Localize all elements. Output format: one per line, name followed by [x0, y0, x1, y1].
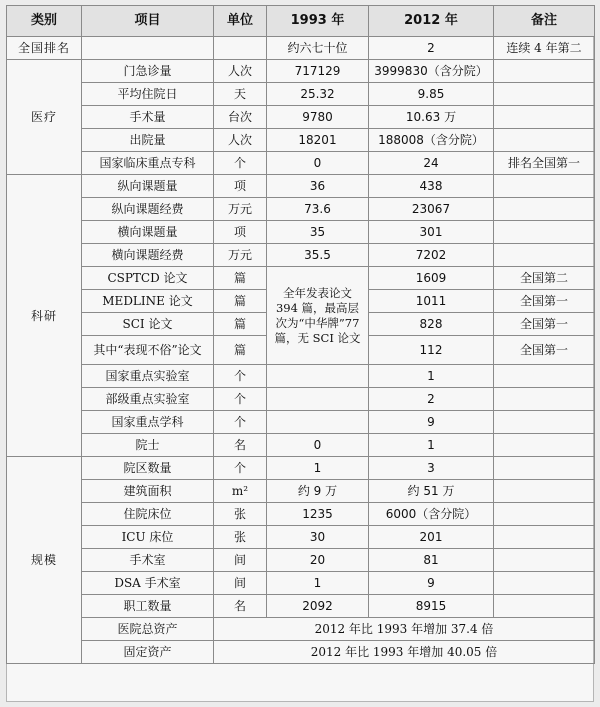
note-cell: [494, 221, 595, 244]
value-2012-cell: 201: [369, 526, 494, 549]
item-cell: 横向课题经费: [82, 244, 214, 267]
header-1993: 1993 年: [267, 6, 369, 37]
note-cell: [494, 480, 595, 503]
note-cell: [494, 388, 595, 411]
value-2012-cell: 9: [369, 572, 494, 595]
value-2012-cell: 3999830（含分院）: [369, 60, 494, 83]
item-cell: 横向课题量: [82, 221, 214, 244]
note-cell: [494, 365, 595, 388]
value-2012-cell: 112: [369, 336, 494, 365]
value-2012-cell: 438: [369, 175, 494, 198]
item-cell: ICU 床位: [82, 526, 214, 549]
category-research: 科研: [7, 175, 82, 457]
value-1993-cell: 20: [267, 549, 369, 572]
note-cell: [494, 411, 595, 434]
unit-cell: 篇: [214, 336, 267, 365]
note-cell: [494, 106, 595, 129]
item-cell: 住院床位: [82, 503, 214, 526]
value-2012-cell: 1011: [369, 290, 494, 313]
value-2012-cell: 24: [369, 152, 494, 175]
value-2012-cell: 188008（含分院）: [369, 129, 494, 152]
value-1993-cell: 18201: [267, 129, 369, 152]
table-row: [7, 267, 595, 290]
note-cell: [494, 457, 595, 480]
unit-cell: 万元: [214, 198, 267, 221]
assets-growth-cell: 2012 年比 1993 年增加 37.4 倍: [214, 618, 595, 641]
papers-1993-summary: 全年发表论文 394 篇，最高层次为“中华牌”77 篇，无 SCI 论文: [267, 267, 369, 365]
rank-unit: [214, 37, 267, 60]
item-cell: 国家重点实验室: [82, 365, 214, 388]
header-item: 项目: [82, 6, 214, 37]
table-row: [7, 60, 595, 83]
note-cell: [494, 595, 595, 618]
item-cell: 医院总资产: [82, 618, 214, 641]
value-2012-cell: 81: [369, 549, 494, 572]
value-1993-cell: [267, 365, 369, 388]
unit-cell: 个: [214, 411, 267, 434]
value-1993-cell: 717129: [267, 60, 369, 83]
note-cell: 全国第一: [494, 290, 595, 313]
rank-category: 全国排名: [7, 37, 82, 60]
value-1993-cell: 约 9 万: [267, 480, 369, 503]
note-cell: [494, 175, 595, 198]
comparison-table: [6, 5, 595, 664]
table-row: [7, 388, 595, 411]
value-1993-cell: 0: [267, 152, 369, 175]
table-row: [7, 221, 595, 244]
note-cell: [494, 60, 595, 83]
item-cell: MEDLINE 论文: [82, 290, 214, 313]
value-1993-cell: 0: [267, 434, 369, 457]
table-row: [7, 129, 595, 152]
value-1993-cell: 35: [267, 221, 369, 244]
unit-cell: 张: [214, 503, 267, 526]
table-row: [7, 595, 595, 618]
item-cell: 院区数量: [82, 457, 214, 480]
item-cell: 国家临床重点专科: [82, 152, 214, 175]
table-row: [7, 434, 595, 457]
value-2012-cell: 9.85: [369, 83, 494, 106]
value-2012-cell: 1: [369, 434, 494, 457]
table-row: [7, 83, 595, 106]
unit-cell: 天: [214, 83, 267, 106]
note-cell: [494, 572, 595, 595]
unit-cell: 个: [214, 388, 267, 411]
unit-cell: 项: [214, 221, 267, 244]
value-1993-cell: 2092: [267, 595, 369, 618]
value-1993-cell: 25.32: [267, 83, 369, 106]
category-scale: 规模: [7, 457, 82, 664]
table-frame: [6, 5, 594, 702]
value-2012-cell: 6000（含分院）: [369, 503, 494, 526]
unit-cell: 个: [214, 365, 267, 388]
item-cell: 手术室: [82, 549, 214, 572]
table-row: [7, 37, 595, 60]
item-cell: 纵向课题经费: [82, 198, 214, 221]
value-2012-cell: 8915: [369, 595, 494, 618]
item-cell: 出院量: [82, 129, 214, 152]
note-cell: [494, 526, 595, 549]
unit-cell: 名: [214, 595, 267, 618]
table-row: [7, 503, 595, 526]
value-2012-cell: 1609: [369, 267, 494, 290]
table-row: [7, 641, 595, 664]
value-1993-cell: 35.5: [267, 244, 369, 267]
table-row: [7, 549, 595, 572]
unit-cell: 名: [214, 434, 267, 457]
table-row: [7, 152, 595, 175]
unit-cell: 篇: [214, 290, 267, 313]
rank-1993: 约六七十位: [267, 37, 369, 60]
value-1993-cell: [267, 388, 369, 411]
item-cell: 固定资产: [82, 641, 214, 664]
table-row: [7, 106, 595, 129]
unit-cell: 间: [214, 549, 267, 572]
unit-cell: 张: [214, 526, 267, 549]
value-2012-cell: 7202: [369, 244, 494, 267]
header-category: 类别: [7, 6, 82, 37]
unit-cell: 台次: [214, 106, 267, 129]
value-1993-cell: 36: [267, 175, 369, 198]
value-2012-cell: 828: [369, 313, 494, 336]
unit-cell: 间: [214, 572, 267, 595]
value-1993-cell: 1: [267, 572, 369, 595]
header-unit: 单位: [214, 6, 267, 37]
unit-cell: 篇: [214, 267, 267, 290]
note-cell: 全国第一: [494, 313, 595, 336]
note-cell: 全国第二: [494, 267, 595, 290]
note-cell: [494, 503, 595, 526]
value-1993-cell: 30: [267, 526, 369, 549]
unit-cell: 个: [214, 457, 267, 480]
note-cell: [494, 549, 595, 572]
note-cell: [494, 244, 595, 267]
note-cell: [494, 83, 595, 106]
item-cell: 手术量: [82, 106, 214, 129]
header-note: 备注: [494, 6, 595, 37]
table-row: [7, 480, 595, 503]
table-row: [7, 365, 595, 388]
item-cell: 建筑面积: [82, 480, 214, 503]
table-row: [7, 618, 595, 641]
value-1993-cell: 73.6: [267, 198, 369, 221]
item-cell: CSPTCD 论文: [82, 267, 214, 290]
value-2012-cell: 301: [369, 221, 494, 244]
value-2012-cell: 23067: [369, 198, 494, 221]
rank-item: [82, 37, 214, 60]
value-1993-cell: 1: [267, 457, 369, 480]
item-cell: 其中“表现不俗”论文: [82, 336, 214, 365]
value-2012-cell: 3: [369, 457, 494, 480]
value-1993-cell: 1235: [267, 503, 369, 526]
table-row: [7, 457, 595, 480]
table-row: [7, 244, 595, 267]
item-cell: 平均住院日: [82, 83, 214, 106]
item-cell: 国家重点学科: [82, 411, 214, 434]
assets-growth-cell: 2012 年比 1993 年增加 40.05 倍: [214, 641, 595, 664]
category-medical: 医疗: [7, 60, 82, 175]
unit-cell: 万元: [214, 244, 267, 267]
unit-cell: 项: [214, 175, 267, 198]
table-row: [7, 175, 595, 198]
value-2012-cell: 2: [369, 388, 494, 411]
item-cell: 门急诊量: [82, 60, 214, 83]
value-2012-cell: 10.63 万: [369, 106, 494, 129]
table-row: [7, 411, 595, 434]
rank-note: 连续 4 年第二: [494, 37, 595, 60]
item-cell: SCI 论文: [82, 313, 214, 336]
value-2012-cell: 9: [369, 411, 494, 434]
item-cell: 纵向课题量: [82, 175, 214, 198]
item-cell: DSA 手术室: [82, 572, 214, 595]
note-cell: 排名全国第一: [494, 152, 595, 175]
unit-cell: m²: [214, 480, 267, 503]
note-cell: [494, 129, 595, 152]
note-cell: [494, 198, 595, 221]
table-row: [7, 526, 595, 549]
value-2012-cell: 约 51 万: [369, 480, 494, 503]
value-1993-cell: [267, 411, 369, 434]
item-cell: 院士: [82, 434, 214, 457]
unit-cell: 人次: [214, 129, 267, 152]
rank-2012: 2: [369, 37, 494, 60]
header-row: [7, 6, 595, 37]
table-row: [7, 572, 595, 595]
value-1993-cell: 9780: [267, 106, 369, 129]
note-cell: 全国第一: [494, 336, 595, 365]
item-cell: 部级重点实验室: [82, 388, 214, 411]
item-cell: 职工数量: [82, 595, 214, 618]
value-2012-cell: 1: [369, 365, 494, 388]
unit-cell: 个: [214, 152, 267, 175]
table-row: [7, 198, 595, 221]
note-cell: [494, 434, 595, 457]
unit-cell: 篇: [214, 313, 267, 336]
unit-cell: 人次: [214, 60, 267, 83]
header-2012: 2012 年: [369, 6, 494, 37]
